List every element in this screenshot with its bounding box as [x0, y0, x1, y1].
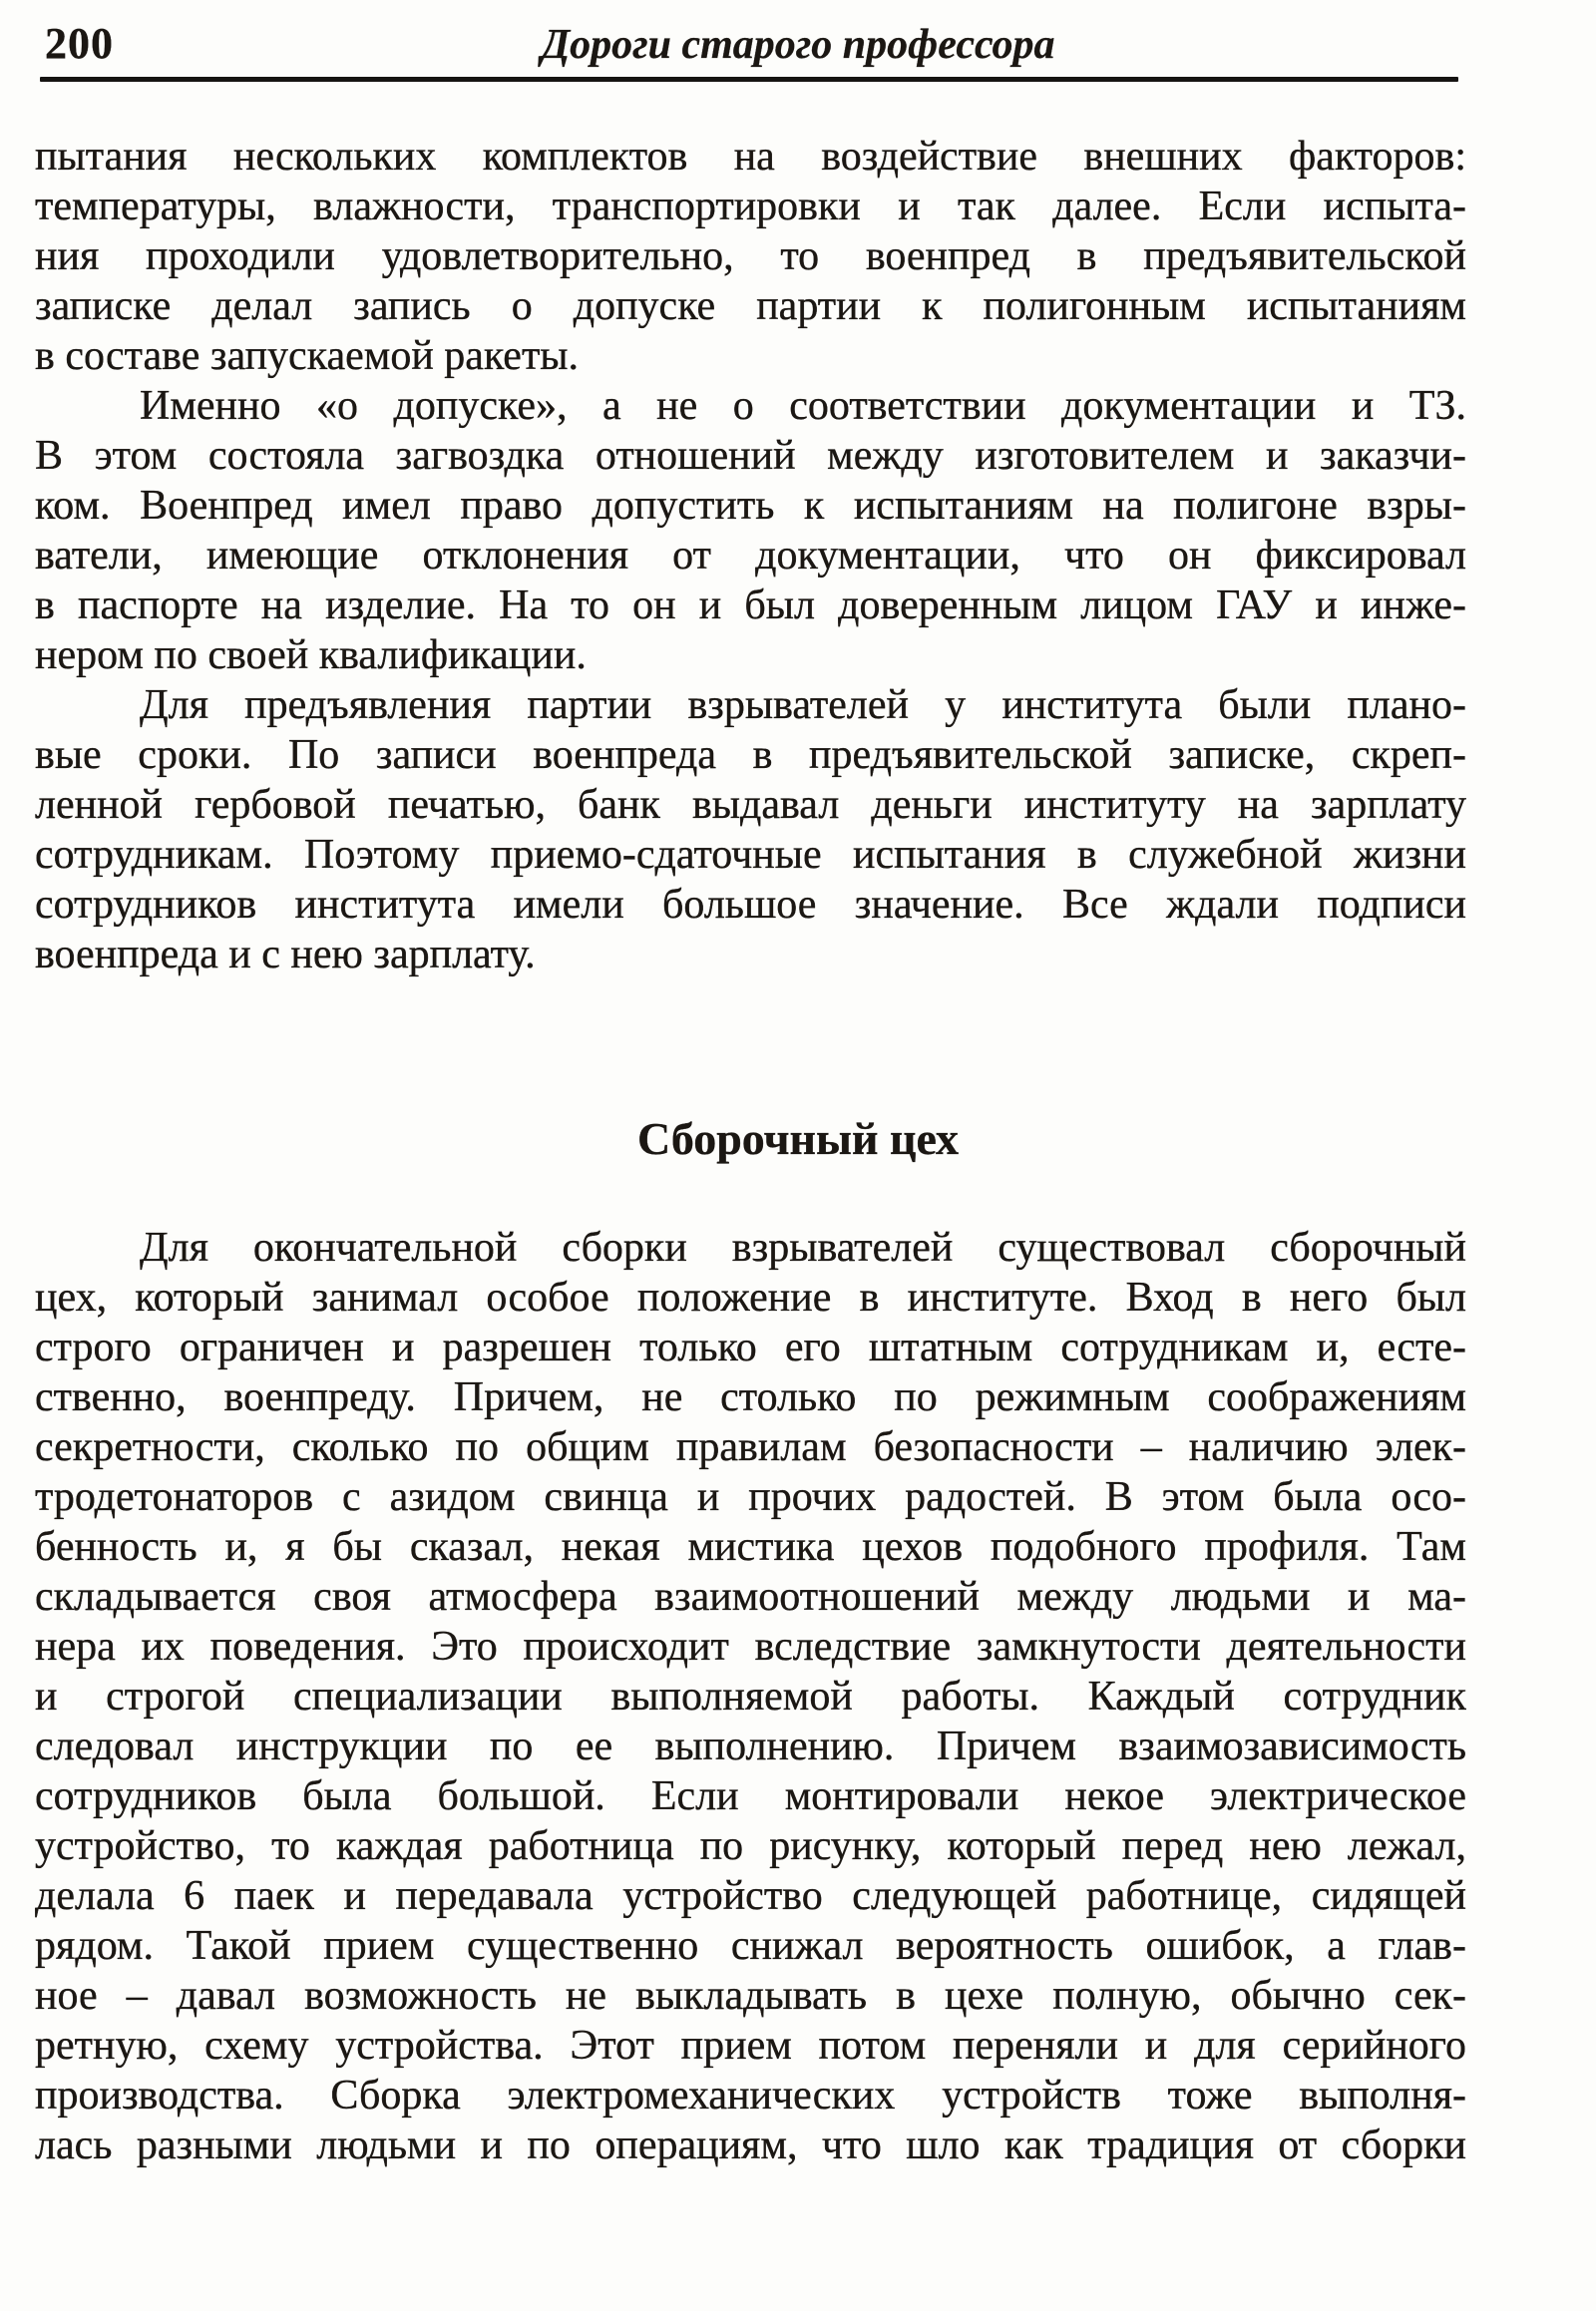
- text-line: следовал инструкции по ее выполнению. Причем взаимозависимость: [35, 1724, 1466, 1769]
- text-line: ватели, имеющие отклонения от документации, что он фиксировал: [35, 533, 1466, 578]
- text-line: цех, который занимал особое положение в институте. Вход в него был: [35, 1275, 1466, 1321]
- text-line: ретную, схему устройства. Этот прием потом переняли и для серийного: [35, 2023, 1466, 2069]
- text-line: секретности, сколько по общим правилам безопасности – наличию элек-: [35, 1424, 1466, 1470]
- text-line: и строгой специализации выполняемой работы. Каждый сотрудник: [35, 1674, 1466, 1720]
- text-line: ное – давал возможность не выкладывать в цехе полную, обычно сек-: [35, 1973, 1466, 2019]
- section-heading: Сборочный цех: [637, 1113, 959, 1164]
- text-line: производства. Сборка электромеханических устройств тоже выполня-: [35, 2073, 1466, 2118]
- text-line: строго ограничен и разрешен только его штатным сотрудникам и, есте-: [35, 1325, 1466, 1370]
- text-line: температуры, влажности, транспортировки и так далее. Если испыта-: [35, 184, 1466, 229]
- text-line: нером по своей квалификации.: [35, 632, 587, 678]
- text-line: Для предъявления партии взрывателей у института были плано-: [140, 682, 1466, 728]
- text-line: делала 6 паек и передавала устройство следующей работнице, сидящей: [35, 1873, 1466, 1919]
- text-line: сотрудников была большой. Если монтировали некое электрическое: [35, 1773, 1466, 1819]
- text-line: нера их поведения. Это происходит вследствие замкнутости деятельности: [35, 1624, 1466, 1670]
- paragraph: [35, 1223, 1466, 2170]
- header-divider: [40, 77, 1458, 82]
- paragraph: [35, 132, 1466, 381]
- text-line: складывается своя атмосфера взаимоотношений между людьми и ма-: [35, 1574, 1466, 1620]
- text-line: рядом. Такой прием существенно снижал вероятность ошибок, а глав-: [35, 1923, 1466, 1969]
- text-line: сотрудников института имели большое значение. Все ждали подписи: [35, 882, 1466, 928]
- page-body: [35, 132, 1466, 2170]
- text-line: пытания нескольких комплектов на воздействие внешних факторов:: [35, 134, 1466, 180]
- text-line: ственно, военпреду. Причем, не столько по режимным соображениям: [35, 1374, 1466, 1420]
- text-line: тродетонаторов с азидом свинца и прочих радостей. В этом была осо-: [35, 1474, 1466, 1520]
- paragraph: [35, 381, 1466, 680]
- text-line: ком. Военпред имел право допустить к испытаниям на полигоне взры-: [35, 483, 1466, 529]
- text-line: ленной гербовой печатью, банк выдавал деньги институту на зарплату: [35, 782, 1466, 828]
- text-line: Для окончательной сборки взрывателей существовал сборочный: [140, 1225, 1466, 1271]
- text-line: устройство, то каждая работница по рисунку, который перед нею лежал,: [35, 1823, 1466, 1869]
- text-line: в паспорте на изделие. На то он и был доверенным лицом ГАУ и инже-: [35, 582, 1466, 628]
- paragraph-group-before-heading: [35, 132, 1466, 979]
- text-line: бенность и, я бы сказал, некая мистика цехов подобного профиля. Там: [35, 1524, 1466, 1570]
- text-line: сотрудникам. Поэтому приемо-сдаточные испытания в служебной жизни: [35, 832, 1466, 878]
- text-line: ния проходили удовлетворительно, то военпред в предъявительской: [35, 233, 1466, 279]
- running-title: Дороги старого профессора: [541, 22, 1055, 68]
- text-line: Именно «о допуске», а не о соответствии документации и ТЗ.: [140, 383, 1466, 429]
- text-line: в составе запускаемой ракеты.: [35, 333, 580, 379]
- text-line: лась разными людьми и по операциям, что шло как традиция от сборки: [35, 2122, 1466, 2168]
- paragraph: [35, 680, 1466, 979]
- text-line: вые сроки. По записи военпреда в предъявительской записке, скреп-: [35, 732, 1466, 778]
- text-line: военпреда и с нею зарплату.: [35, 932, 536, 977]
- text-line: В этом состояла загвоздка отношений между изготовителем и заказчи-: [35, 433, 1466, 479]
- page-number: 200: [45, 19, 114, 68]
- paragraph-group-after-heading: [35, 1223, 1466, 2170]
- text-line: записке делал запись о допуске партии к полигонным испытаниям: [35, 283, 1466, 329]
